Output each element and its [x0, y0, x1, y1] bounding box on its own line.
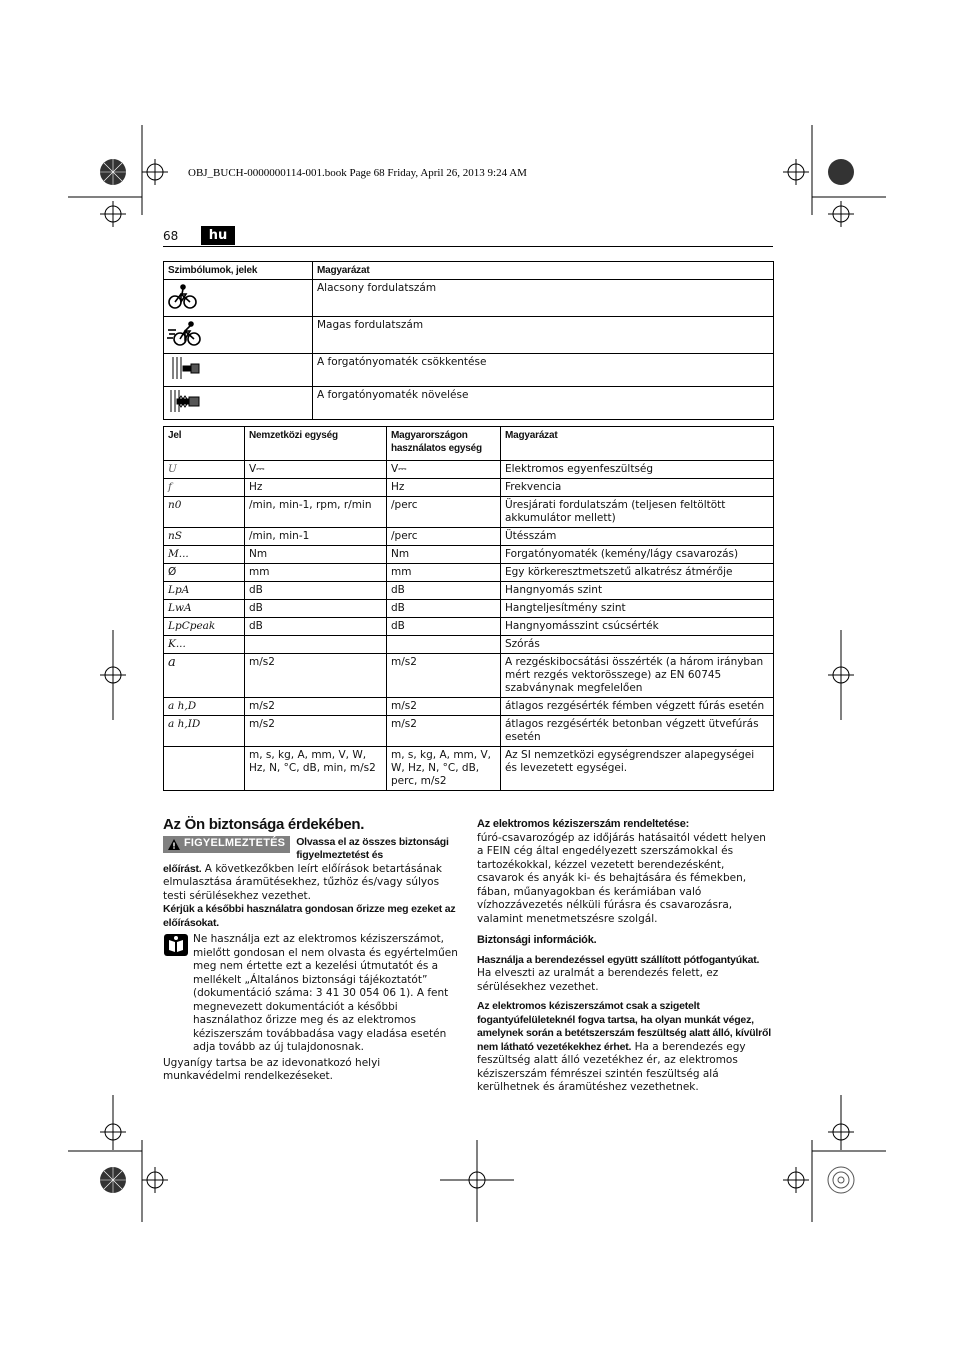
- symbols-header-explanation: Magyarázat: [313, 262, 774, 280]
- section-title: Az Ön biztonsága érdekében.: [163, 816, 365, 833]
- units-table: [163, 426, 774, 791]
- unit-description: Az SI nemzetközi egységrendszer alapegységei és levezetett egységei.: [501, 747, 774, 791]
- unit-international: /min, min-1: [245, 528, 387, 546]
- unit-international: Hz: [245, 479, 387, 497]
- symbol-cell: [164, 317, 313, 354]
- unit-hungarian: /perc: [387, 497, 501, 528]
- unit-hungarian: m, s, kg, A, mm, V, W, Hz, N, °C, dB, perc, m/s2: [387, 747, 501, 791]
- warning-badge: [163, 836, 290, 853]
- unit-symbol: [164, 747, 245, 791]
- unit-hungarian: m/s2: [387, 698, 501, 716]
- unit-description: A rezgéskibocsátási összérték (a három irányban mért rezgés vektorösszege) az EN 60745 szabványnak megfelelően: [501, 654, 774, 698]
- handle-paragraph: [477, 954, 773, 995]
- unit-description: Hangteljesítmény szint: [501, 600, 774, 618]
- unit-international: /min, min-1, rpm, r/min: [245, 497, 387, 528]
- unit-international: Nm: [245, 546, 387, 564]
- symbol-description: A forgatónyomaték növelése: [313, 387, 774, 420]
- unit-hungarian: /perc: [387, 528, 501, 546]
- units-header-explanation: Magyarázat: [501, 427, 774, 461]
- unit-description: Hangnyomás szint: [501, 582, 774, 600]
- unit-symbol: a: [164, 654, 245, 698]
- unit-description: átlagos rezgésérték betonban végzett ütvefúrás esetén: [501, 716, 774, 747]
- symbols-header-symbol: Szimbólumok, jelek: [164, 262, 313, 280]
- unit-international: m, s, kg, A, mm, V, W, Hz, N, °C, dB, min, m/s2: [245, 747, 387, 791]
- unit-symbol: LpCpeak: [164, 618, 245, 636]
- unit-description: Ütésszám: [501, 528, 774, 546]
- unit-hungarian: m/s2: [387, 716, 501, 747]
- insulated-bold: Az elektromos kéziszerszámot csak a szigetelt fogantyúfelületeknél fogva tartsa, ha olyan munkát végez, amelynek során a betétszerszám feszültség alatt álló, kívülről nem látható vezetékekhez érhet.: [477, 1000, 771, 1053]
- local-rules-text: Ugyanígy tartsa be az idevonatkozó helyi munkavédelmi rendelkezéseket.: [163, 1056, 381, 1082]
- bicycle-slow-icon: [167, 282, 197, 310]
- page-number: 68: [163, 229, 179, 243]
- warning-read-bold: Olvassa el az összes biztonsági figyelmeztetést és: [296, 835, 449, 861]
- unit-description: Hangnyomásszint csúcsérték: [501, 618, 774, 636]
- read-manual-text: Ne használja ezt az elektromos kéziszerszámot, mielőtt gondosan el nem olvasta és egyértelműen meg nem értette ezt a kezelési útmutatót és a mellékelt „Általános biztonsági tájékoztatót” (dokumentáció száma: 3 41 30 054 06 1). A fent megnevezett dokumentációt a későbbi használathoz őrizze meg és az elektromos kéziszerszám továbbadása vagy eladása esetén adja tovább az új tulajdonosnak.: [193, 933, 458, 1053]
- unit-symbol: a h,ID: [164, 716, 245, 747]
- unit-hungarian: mm: [387, 564, 501, 582]
- symbols-table: [163, 261, 774, 420]
- unit-symbol: U: [164, 461, 245, 479]
- unit-international: dB: [245, 600, 387, 618]
- unit-hungarian: dB: [387, 582, 501, 600]
- read-manual-icon: [163, 933, 189, 957]
- unit-symbol: LpA: [164, 582, 245, 600]
- unit-description: Forgatónyomaték (kemény/lágy csavarozás): [501, 546, 774, 564]
- symbol-description: Alacsony fordulatszám: [313, 280, 774, 317]
- unit-hungarian: Nm: [387, 546, 501, 564]
- unit-hungarian: dB: [387, 618, 501, 636]
- unit-symbol-text: n0: [168, 499, 182, 511]
- read-manual-block: [163, 933, 458, 1055]
- language-badge: hu: [201, 226, 235, 245]
- unit-description: Szórás: [501, 636, 774, 654]
- unit-symbol: [164, 528, 245, 546]
- symbol-description: Magas fordulatszám: [313, 317, 774, 354]
- unit-symbol: f: [164, 479, 245, 497]
- unit-symbol: a h,D: [164, 698, 245, 716]
- purpose-title: Az elektromos kéziszerszám rendeltetése:: [477, 818, 690, 830]
- left-column: [163, 818, 458, 1084]
- unit-description: Egy körkeresztmetszetű alkatrész átmérője: [501, 564, 774, 582]
- unit-symbol: [164, 497, 245, 528]
- symbol-cell: [164, 280, 313, 317]
- unit-international: dB: [245, 618, 387, 636]
- unit-international: m/s2: [245, 716, 387, 747]
- insulated-text: Ha a berendezés egy feszültség alatt álló vezetékhez ér, az elektromos kéziszerszám fémrészei szintén feszültség alá kerülhetnek és áramütéshez vezethetnek.: [477, 1040, 746, 1093]
- units-header-international: Nemzetközi egység: [245, 427, 387, 461]
- warning-text: [163, 863, 458, 904]
- handle-bold: Használja a berendezéssel együtt szállított pótfogantyúkat.: [477, 953, 760, 966]
- symbol-cell: [164, 354, 313, 387]
- symbol-description: A forgatónyomaték csökkentése: [313, 354, 774, 387]
- unit-hungarian: dB: [387, 600, 501, 618]
- unit-description: átlagos rezgésérték fémben végzett fúrás esetén: [501, 698, 774, 716]
- purpose-text: fúró-csavarozógép az időjárás hatásaitól védett helyen a FEIN cég által engedélyezett szerszámokkal és tartozékokkal, kézzel vezetett berendezésként, csavarok és anyák ki- és behajtására és fémekben, fában, műanyagokban és kerámiában való vízhozzávezetés nélküli fúrásra és csavarozásra, valamint menetmetszésre szolgál.: [477, 831, 766, 925]
- unit-international: V⎓: [245, 461, 387, 479]
- handle-text: Ha elveszti az uralmát a berendezés felett, ez sérülésekhez vezethet.: [477, 967, 719, 993]
- unit-international: [245, 636, 387, 654]
- safety-title: Biztonsági információk.: [477, 934, 597, 946]
- unit-hungarian: Hz: [387, 479, 501, 497]
- unit-description: Elektromos egyenfeszültség: [501, 461, 774, 479]
- header-rule: [163, 246, 773, 247]
- unit-symbol: K...: [164, 636, 245, 654]
- unit-symbol: LwA: [164, 600, 245, 618]
- unit-symbol: Ø: [164, 564, 245, 582]
- unit-hungarian: m/s2: [387, 654, 501, 698]
- units-header-symbol: Jel: [164, 427, 245, 461]
- warning-triangle-icon: [168, 839, 180, 850]
- unit-hungarian: [387, 636, 501, 654]
- warning-bold-2: előírást.: [163, 862, 202, 875]
- unit-description: Üresjárati fordulatszám (teljesen feltöltött akkumulátor mellett): [501, 497, 774, 528]
- unit-symbol-text: nS: [168, 530, 182, 542]
- symbol-cell: [164, 387, 313, 420]
- torque-increase-icon: [167, 389, 201, 413]
- insulated-paragraph: [477, 1000, 773, 1095]
- keep-instructions: Kérjük a későbbi használatra gondosan őrizze meg ezeket az előírásokat.: [163, 903, 456, 929]
- units-header-hungarian: Magyarországon használatos egység: [387, 427, 501, 461]
- right-column: [477, 818, 773, 1095]
- file-info-line: OBJ_BUCH-0000000114-001.book Page 68 Friday, April 26, 2013 9:24 AM: [188, 167, 527, 179]
- torque-decrease-icon: [167, 356, 201, 380]
- warning-badge-label: FIGYELMEZTETÉS: [184, 837, 286, 850]
- unit-international: m/s2: [245, 654, 387, 698]
- unit-international: mm: [245, 564, 387, 582]
- unit-symbol: M...: [164, 546, 245, 564]
- unit-international: m/s2: [245, 698, 387, 716]
- warning-body: A következőkben leírt előírások betartásának elmulasztása áramütésekhez, tűzhöz és/vagy súlyos testi sérülésekhez vezethet.: [163, 862, 443, 902]
- bicycle-fast-icon: [167, 319, 201, 347]
- unit-international: dB: [245, 582, 387, 600]
- unit-hungarian: V⎓: [387, 461, 501, 479]
- warning-block: [163, 836, 458, 863]
- unit-description: Frekvencia: [501, 479, 774, 497]
